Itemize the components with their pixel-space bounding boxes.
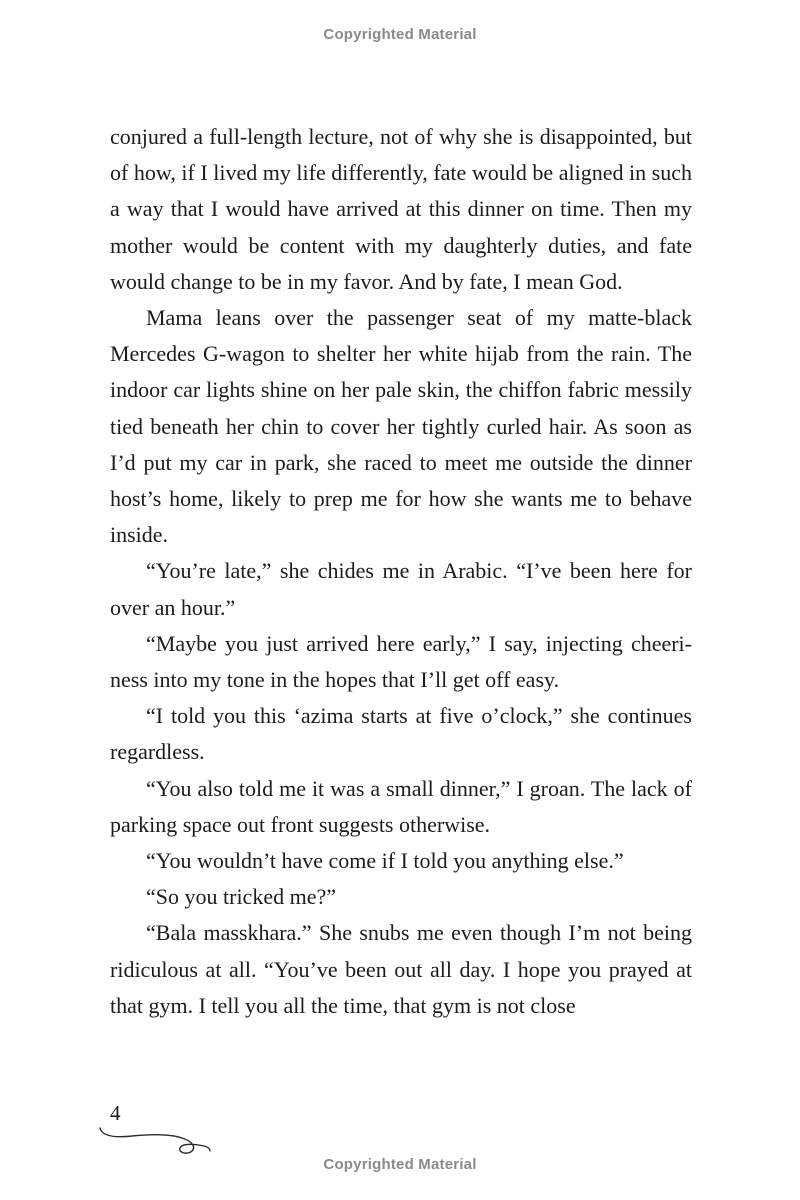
paragraph: “Maybe you just arrived here early,” I say, injecting cheeriness into my tone in the hopes that I’ll get off easy. [110,630,692,693]
paragraph: Mama leans over the passenger seat of my matte-black Mercedes G-wagon to shelter her white hijab from the rain. The indoor car lights shine on her pale skin, the chiffon fabric messily tied beneath her chin to cover her tightly curled hair. As soon as I’d put my car in park, she raced to meet me outside the dinner host’s home, likely to prep me for how she wants me to behave inside. [110,305,692,548]
paragraph: “Bala masskhara.” She snubs me even though I’m not being ridiculous at all. “You’ve been out all day. I hope you prayed at that gym. I tell you all the time, that gym is not close [110,920,692,1018]
paragraph: conjured a full-length lecture, not of why she is disappointed, but of how, if I lived my life differently, fate would be aligned in such a way that I would have arrived at this dinner on time. Then my mother would be content with my daughterly duties, and fate would change to be in my favor. And by fate, I mean God. [110,124,692,294]
paragraph: “So you tricked me?” [146,884,336,910]
paragraph: “I told you this ‘azima starts at five o’clock,” she continues regardless. [110,703,692,765]
page-number: 4 [110,1101,121,1125]
page-body [110,119,692,1024]
copyright-header: Copyrighted Material [323,26,477,43]
copyright-footer: Copyrighted Material [323,1156,477,1173]
paragraph: “You’re late,” she chides me in Arabic. “I’ve been here for over an hour.” [110,558,692,620]
paragraph: “You wouldn’t have come if I told you anything else.” [146,848,624,874]
flourish-ornament-icon [96,1124,212,1158]
paragraph: “You also told me it was a small dinner,” I groan. The lack of parking space out front suggests otherwise. [110,775,692,837]
